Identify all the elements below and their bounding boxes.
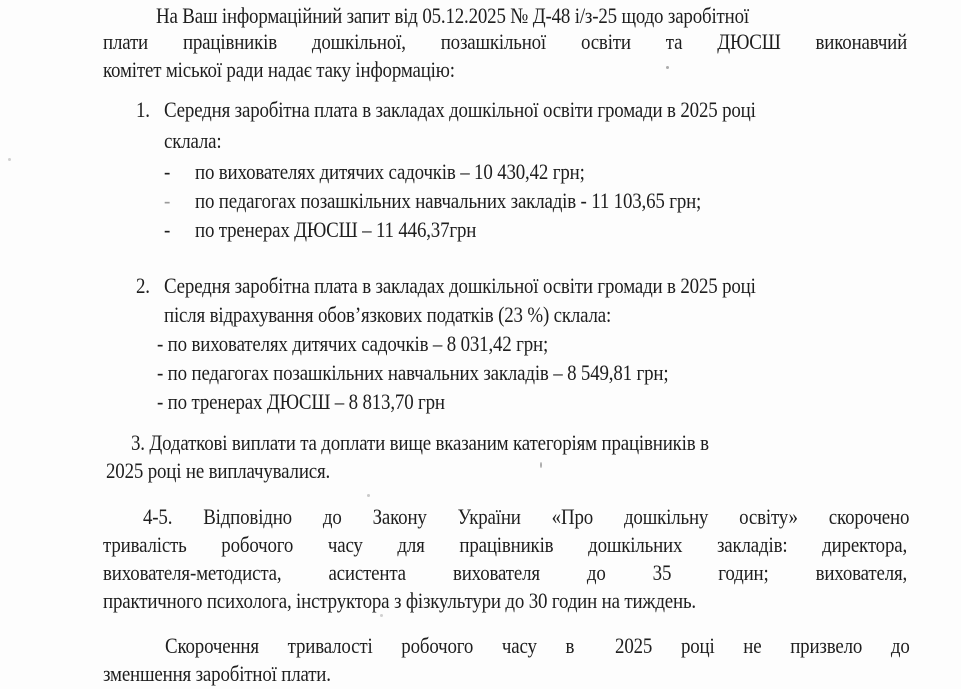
section1-item-dash: - <box>164 217 171 242</box>
intro-line-3: комітет міської ради надає таку інформацію: <box>103 57 455 82</box>
word: 4-5. <box>143 504 173 529</box>
word: Скорочення <box>165 633 259 658</box>
section1-item-dash: - <box>164 188 171 213</box>
word: 2025 <box>615 633 653 658</box>
section1-number: 1. <box>136 97 150 122</box>
word: вихователя, <box>815 560 908 585</box>
section45-line-2 <box>103 531 907 559</box>
conclusion-line-2: зменшення заробітної плати. <box>103 661 331 686</box>
word: вихователя <box>452 560 540 585</box>
section45-line-4: практичного психолога, інструктора з фізкультури до 30 годин на тиждень. <box>103 588 696 613</box>
word: «Про <box>551 504 594 529</box>
word: працівників <box>459 532 554 557</box>
word: позашкільної <box>440 29 547 54</box>
word: часу <box>327 532 363 557</box>
word: плати <box>103 29 149 54</box>
word: дошкільної, <box>311 29 406 54</box>
word: асистента <box>328 560 406 585</box>
intro-line-2 <box>103 28 907 56</box>
section2-line-1: Середня заробітна плата в закладах дошкільної освіти громади в 2025 році <box>164 273 756 298</box>
word: тривалість <box>103 532 187 557</box>
section3-line-2: 2025 році не виплачувалися. <box>106 458 331 483</box>
word: в <box>565 633 575 658</box>
section1-item-kindergarten: по вихователях дитячих садочків – 10 430,42 грн; <box>195 159 585 184</box>
word: часу <box>501 633 537 658</box>
section3-line-1: 3. Додаткові виплати та доплати вище вказаним категоріям працівників в <box>131 430 709 455</box>
conclusion-line-1 <box>165 632 910 660</box>
scan-speck <box>367 494 370 497</box>
section45-line-3 <box>103 559 907 587</box>
word: виконавчий <box>815 29 908 54</box>
word: дошкільну <box>623 504 709 529</box>
word: призвело <box>790 633 863 658</box>
word: році <box>680 633 715 658</box>
section2-line-2: після відрахування обов’язкових податків (23 %) склала: <box>164 302 612 327</box>
word: дошкільних <box>588 532 683 557</box>
word: Закону <box>372 504 427 529</box>
word: України <box>457 504 521 529</box>
word: для <box>397 532 425 557</box>
section1-item-extracurricular: по педагогах позашкільних навчальних закладів - 11 103,65 грн; <box>195 188 702 213</box>
word: не <box>743 633 762 658</box>
word: Відповідно <box>203 504 292 529</box>
intro-line-1: На Ваш інформаційний запит від 05.12.2025 № Д-48 і/з-25 щодо заробітної <box>156 3 749 28</box>
word: працівників <box>182 29 277 54</box>
section45-line-1 <box>143 503 909 531</box>
word: до <box>586 560 606 585</box>
scan-speck <box>8 158 11 161</box>
word: ДЮСШ <box>717 29 781 54</box>
word: освіти <box>580 29 631 54</box>
scan-speck <box>540 462 542 468</box>
section1-item-sports-school: по тренерах ДЮСШ – 11 446,37грн <box>195 217 477 242</box>
word: робочого <box>401 633 474 658</box>
word: директора, <box>822 532 908 557</box>
section2-item-extracurricular: - по педагогах позашкільних навчальних закладів – 8 549,81 грн; <box>157 360 669 385</box>
scan-speck <box>666 66 669 69</box>
word: тривалості <box>287 633 373 658</box>
word: скорочено <box>828 504 910 529</box>
section1-item-dash: - <box>164 159 171 184</box>
word: 35 <box>652 560 672 585</box>
word: вихователя-методиста, <box>103 560 282 585</box>
section1-line-2: склала: <box>164 128 222 153</box>
word: робочого <box>221 532 294 557</box>
word: до <box>322 504 342 529</box>
section2-item-kindergarten: - по вихователях дитячих садочків – 8 031,42 грн; <box>157 331 549 356</box>
scan-speck <box>380 614 383 617</box>
word: освіту» <box>739 504 798 529</box>
word: закладів: <box>716 532 788 557</box>
word: та <box>665 29 683 54</box>
word: до <box>890 633 910 658</box>
word: годин; <box>718 560 769 585</box>
section2-number: 2. <box>136 273 150 298</box>
section1-line-1: Середня заробітна плата в закладах дошкільної освіти громади в 2025 році <box>164 97 756 122</box>
section2-item-sports-school: - по тренерах ДЮСШ – 8 813,70 грн <box>157 389 445 414</box>
